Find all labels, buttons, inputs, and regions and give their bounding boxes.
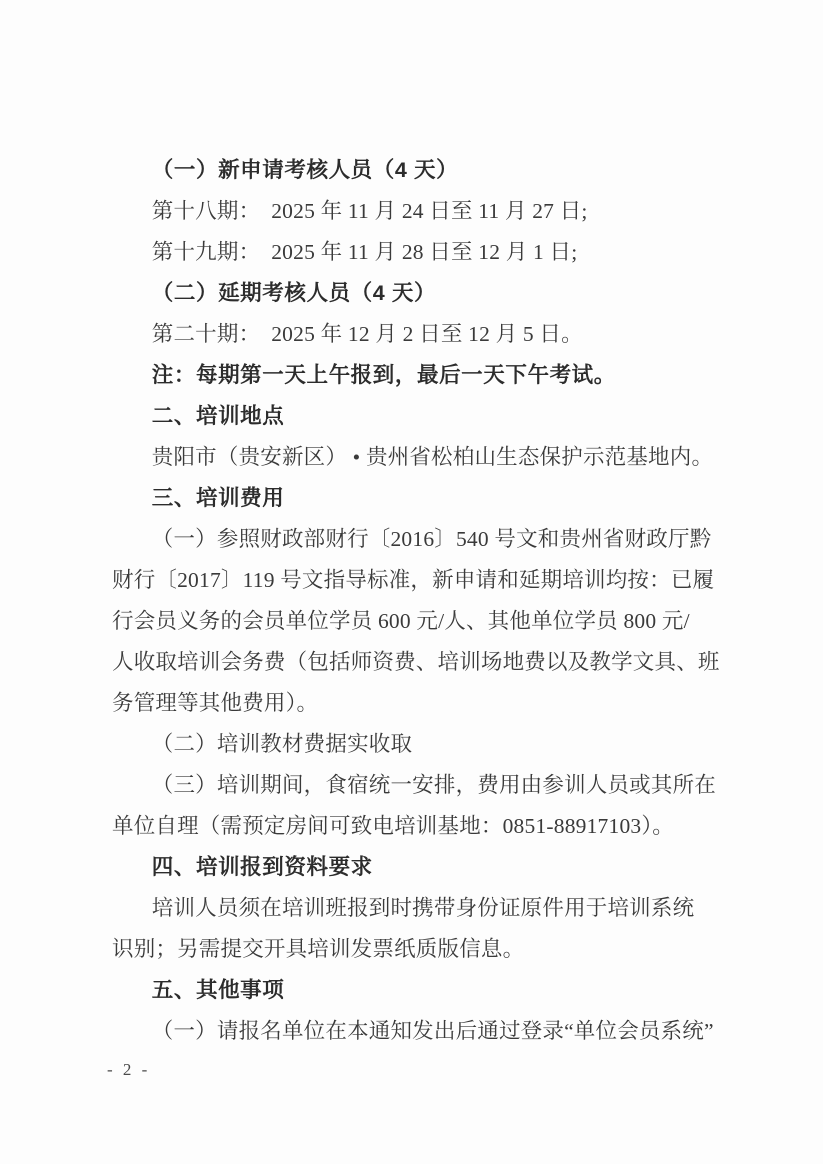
heading-registration-materials: 四、培训报到资料要求 bbox=[151, 855, 373, 879]
fee-item-1-line-2: 财行〔2017〕119 号文指导标准，新申请和延期培训均按：已履 bbox=[112, 568, 715, 592]
fee-item-2-line: （二）培训教材费据实收取 bbox=[151, 732, 413, 756]
session-20-dates: 第二十期： 2025 年 12 月 2 日至 12 月 5 日。 bbox=[151, 322, 583, 346]
fee-item-1-line-4: 人收取培训会务费（包括师资费、培训场地费以及教学文具、班 bbox=[112, 650, 720, 674]
subheading-new-applicants: （一）新申请考核人员（4 天） bbox=[151, 158, 459, 182]
registration-paragraph-line-2: 识别；另需提交开具培训发票纸质版信息。 bbox=[112, 937, 525, 961]
heading-training-fees: 三、培训费用 bbox=[151, 486, 285, 510]
fee-item-3-line-2: 单位自理（需预定房间可致电培训基地：0851-88917103）。 bbox=[112, 814, 675, 838]
training-location-line: 贵阳市（贵安新区） • 贵州省松柏山生态保护示范基地内。 bbox=[151, 445, 714, 469]
schedule-note: 注：每期第一天上午报到，最后一天下午考试。 bbox=[151, 363, 616, 387]
page-number: - 2 - bbox=[107, 1060, 151, 1079]
subheading-deferred-assessees: （二）延期考核人员（4 天） bbox=[151, 281, 437, 305]
heading-training-location: 二、培训地点 bbox=[151, 404, 285, 428]
fee-item-3-line-1: （三）培训期间，食宿统一安排，费用由参训人员或其所在 bbox=[151, 773, 716, 797]
fee-item-1-line-3: 行会员义务的会员单位学员 600 元/人、其他单位学员 800 元/ bbox=[112, 609, 690, 633]
heading-other-matters: 五、其他事项 bbox=[151, 978, 285, 1002]
fee-item-1-line-1: （一）参照财政部财行〔2016〕540 号文和贵州省财政厅黔 bbox=[151, 527, 712, 551]
registration-paragraph-line-1: 培训人员须在培训班报到时携带身份证原件用于培训系统 bbox=[151, 896, 695, 920]
other-matters-line-1: （一）请报名单位在本通知发出后通过登录“单位会员系统” bbox=[151, 1019, 714, 1043]
session-18-dates: 第十八期： 2025 年 11 月 24 日至 11 月 27 日; bbox=[151, 199, 588, 223]
fee-item-1-line-5: 务管理等其他费用）。 bbox=[112, 691, 319, 715]
session-19-dates: 第十九期： 2025 年 11 月 28 日至 12 月 1 日; bbox=[151, 240, 578, 264]
document-text-block bbox=[112, 150, 752, 1052]
